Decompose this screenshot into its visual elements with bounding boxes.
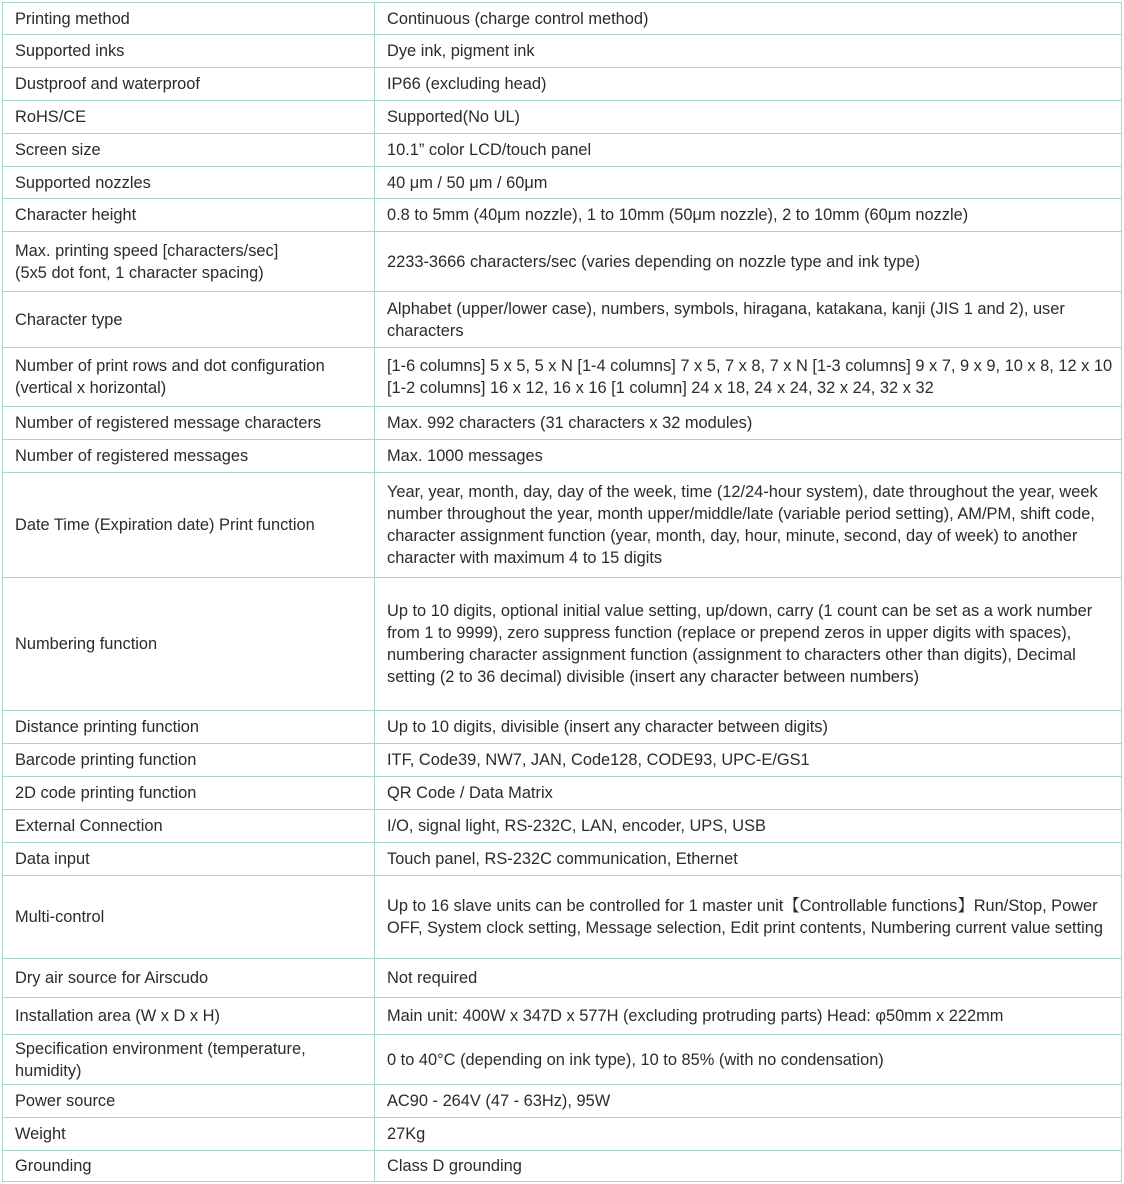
spec-label: Character height — [3, 199, 375, 232]
spec-value: [1-6 columns] 5 x 5, 5 x N [1-4 columns] 7 x 5, 7 x 8, 7 x N [1-3 columns] 9 x 7, 9 x 9, 10 x 8, 12 x 10 [1-2 columns] 16 x 12, 16 x 16 [1 column] 24 x 18, 24 x 24, 32 x 24, 32 x 32 — [375, 348, 1122, 407]
table-row — [3, 232, 1122, 292]
spec-label: Max. printing speed [characters/sec] (5x5 dot font, 1 character spacing) — [3, 232, 375, 292]
spec-label: Barcode printing function — [3, 744, 375, 777]
table-row — [3, 1085, 1122, 1118]
spec-value: Max. 1000 messages — [375, 440, 1122, 473]
table-row — [3, 292, 1122, 348]
spec-label: Distance printing function — [3, 711, 375, 744]
spec-value: 0 to 40°C (depending on ink type), 10 to 85% (with no condensation) — [375, 1035, 1122, 1085]
specification-table — [2, 2, 1122, 1182]
spec-value: 0.8 to 5mm (40μm nozzle), 1 to 10mm (50μm nozzle), 2 to 10mm (60μm nozzle) — [375, 199, 1122, 232]
table-row — [3, 876, 1122, 959]
table-row — [3, 167, 1122, 199]
spec-value: Touch panel, RS-232C communication, Ethernet — [375, 843, 1122, 876]
spec-value: Dye ink, pigment ink — [375, 35, 1122, 68]
spec-label: Printing method — [3, 3, 375, 35]
table-row — [3, 440, 1122, 473]
spec-label: Character type — [3, 292, 375, 348]
table-row — [3, 1118, 1122, 1151]
spec-value: 2233-3666 characters/sec (varies depending on nozzle type and ink type) — [375, 232, 1122, 292]
spec-value: Year, year, month, day, day of the week, time (12/24-hour system), date throughout the year, week number throughout the year, month upper/middle/late (variable period setting), AM/PM, shift code, character assignment function (year, month, day, hour, minute, second, day of week) to another character with maximum 4 to 15 digits — [375, 473, 1122, 578]
spec-value: Up to 10 digits, optional initial value setting, up/down, carry (1 count can be set as a work number from 1 to 9999), zero suppress function (replace or prepend zeros in upper digits with spaces), numbering character assignment function (assignment to characters other than digits), Decimal setting (2 to 36 decimal) divisible (insert any character between numbers) — [375, 578, 1122, 711]
table-row — [3, 35, 1122, 68]
spec-value: Up to 16 slave units can be controlled for 1 master unit【Controllable functions】Run/Stop, Power OFF, System clock setting, Message selection, Edit print contents, Numbering current value setting — [375, 876, 1122, 959]
spec-value: Not required — [375, 959, 1122, 998]
table-row — [3, 1035, 1122, 1085]
spec-label: Date Time (Expiration date) Print function — [3, 473, 375, 578]
spec-label: Number of print rows and dot configuration (vertical x horizontal) — [3, 348, 375, 407]
table-row — [3, 1151, 1122, 1182]
spec-label: Power source — [3, 1085, 375, 1118]
spec-label: Specification environment (temperature, humidity) — [3, 1035, 375, 1085]
spec-value: ITF, Code39, NW7, JAN, Code128, CODE93, UPC-E/GS1 — [375, 744, 1122, 777]
spec-label: External Connection — [3, 810, 375, 843]
table-row — [3, 998, 1122, 1035]
spec-value: AC90 - 264V (47 - 63Hz), 95W — [375, 1085, 1122, 1118]
table-row — [3, 959, 1122, 998]
spec-label: Installation area (W x D x H) — [3, 998, 375, 1035]
spec-label: RoHS/CE — [3, 101, 375, 134]
spec-value: Up to 10 digits, divisible (insert any character between digits) — [375, 711, 1122, 744]
table-row — [3, 407, 1122, 440]
spec-label: Number of registered messages — [3, 440, 375, 473]
spec-label: Numbering function — [3, 578, 375, 711]
table-row — [3, 473, 1122, 578]
spec-label: Multi-control — [3, 876, 375, 959]
table-row — [3, 744, 1122, 777]
table-row — [3, 134, 1122, 167]
spec-label: Supported nozzles — [3, 167, 375, 199]
table-row — [3, 348, 1122, 407]
spec-value: Continuous (charge control method) — [375, 3, 1122, 35]
spec-value: 10.1” color LCD/touch panel — [375, 134, 1122, 167]
spec-label: 2D code printing function — [3, 777, 375, 810]
table-row — [3, 777, 1122, 810]
spec-label: Screen size — [3, 134, 375, 167]
spec-value: IP66 (excluding head) — [375, 68, 1122, 101]
spec-value: QR Code / Data Matrix — [375, 777, 1122, 810]
table-row — [3, 578, 1122, 711]
spec-label: Grounding — [3, 1151, 375, 1182]
spec-label: Weight — [3, 1118, 375, 1151]
spec-value: 40 μm / 50 μm / 60μm — [375, 167, 1122, 199]
spec-value: Supported(No UL) — [375, 101, 1122, 134]
spec-label: Dry air source for Airscudo — [3, 959, 375, 998]
spec-value: Alphabet (upper/lower case), numbers, symbols, hiragana, katakana, kanji (JIS 1 and 2), user characters — [375, 292, 1122, 348]
spec-label: Number of registered message characters — [3, 407, 375, 440]
table-row — [3, 68, 1122, 101]
spec-value: 27Kg — [375, 1118, 1122, 1151]
table-row — [3, 843, 1122, 876]
spec-label: Data input — [3, 843, 375, 876]
spec-value: Main unit: 400W x 347D x 577H (excluding protruding parts) Head: φ50mm x 222mm — [375, 998, 1122, 1035]
table-row — [3, 810, 1122, 843]
table-row — [3, 3, 1122, 35]
spec-label: Supported inks — [3, 35, 375, 68]
spec-value: I/O, signal light, RS-232C, LAN, encoder, UPS, USB — [375, 810, 1122, 843]
table-row — [3, 711, 1122, 744]
table-row — [3, 101, 1122, 134]
table-row — [3, 199, 1122, 232]
spec-label: Dustproof and waterproof — [3, 68, 375, 101]
spec-value: Max. 992 characters (31 characters x 32 modules) — [375, 407, 1122, 440]
spec-value: Class D grounding — [375, 1151, 1122, 1182]
